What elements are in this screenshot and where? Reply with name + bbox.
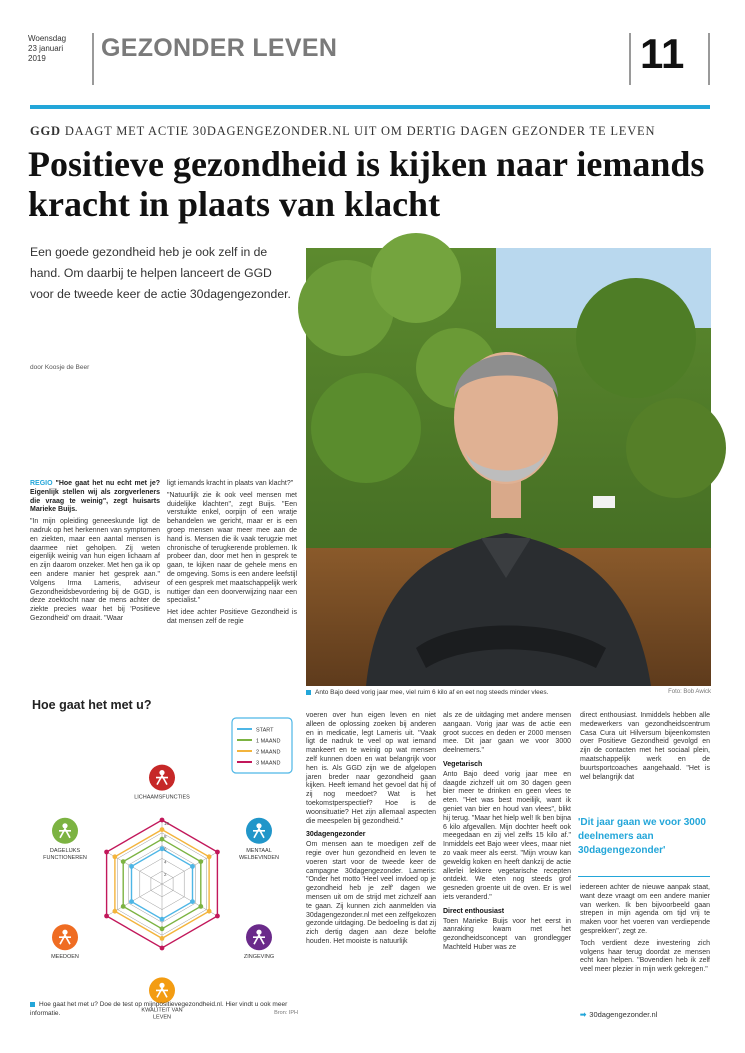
header-divider-left (92, 33, 94, 85)
website-link[interactable] (580, 1010, 657, 1019)
series-point (129, 864, 134, 869)
axis-label: KWALITEIT VAN (141, 1007, 183, 1014)
kicker-source: GGD (30, 124, 61, 138)
header-divider-right (629, 33, 631, 85)
section-title: GEZONDER LEVEN (101, 34, 338, 62)
lead-paragraph: "Hoe gaat het nu echt met je? Eigenlijk stellen wij als zorgverleners die vraag te weinig", zegt huisarts Marieke Buijs. (30, 480, 160, 514)
axis-label: MEEDOEN (51, 954, 79, 961)
header-rule (30, 105, 710, 109)
series-point (104, 850, 109, 855)
legend-label: START (256, 727, 274, 734)
subheading: Vegetarisch (443, 760, 483, 768)
text-column-3 (306, 712, 436, 950)
body-icon (149, 765, 175, 791)
series-point (160, 936, 165, 941)
infographic-footer-text: Hoe gaat het met u? Doe de test op mijnpositievegezondheid.nl. Hier vindt u ook meer informatie. (30, 1001, 288, 1017)
axis-label: LICHAAMSFUNCTIES (134, 794, 190, 801)
paragraph: iedereen achter de nieuwe aanpak staat, want deze vraagt om een andere manier van werken. Ik ben bijvoorbeeld gaan strepen in mijn agenda om tijd vrij te maken voor het voeren van verdiepende gesprekken", zegt ze. (580, 884, 710, 935)
kicker-text: DAAGT MET ACTIE 30DAGENGEZONDER.NL UIT OM DERTIG DAGEN GEZONDER TE LEVEN (64, 124, 656, 138)
photo-caption-row (306, 689, 711, 696)
series-point (190, 899, 195, 904)
byline: door Koosje de Beer (30, 364, 90, 371)
axis-label: WELBEVINDEN (238, 854, 280, 861)
paragraph: Het idee achter Positieve Gezondheid is dat mensen zelf de regie (167, 609, 297, 625)
scale-label: 2 (164, 872, 167, 878)
weekday: Woensdag (28, 34, 67, 43)
series-point (160, 917, 165, 922)
scale-label: 4 (164, 859, 167, 865)
paragraph: ligt iemands kracht in plaats van klacht?" (167, 480, 294, 487)
paragraph: Toch verdient deze investering zich volgens haar terug doordat ze mensen echt kan helpen. "Bovendien heb ik zelf veel meer plezier in mijn werk gekregen." (580, 939, 710, 974)
issue-date (28, 34, 66, 64)
scale-label: 10 (164, 821, 170, 826)
daily-icon (52, 818, 78, 844)
text-column-2 (167, 480, 297, 630)
series-point (129, 899, 134, 904)
paragraph: "In mijn opleiding geneeskunde ligt de nadruk op het herkennen van symptomen en ziekten, maar een aantal mensen is daarmee niet geholpen. Zij weten eigenlijk weinig van hun eigen lichaam af en zijn daarom onzeker. Met hen ga ik op een andere manier het gesprek aan." Volgens Irma Lameris, adviseur Gezondheidsbevordering bij de GGD, is deze zoektocht naar de mens achter de ziekte precies waar het bij 'Positieve Gezondheid' om draait. "Waar (30, 518, 160, 622)
pull-quote-rule (578, 876, 710, 877)
series-point (207, 854, 212, 859)
series-point (215, 850, 220, 855)
series-point (104, 914, 109, 919)
participate-icon (52, 924, 78, 950)
arrow-icon: ➡ (580, 1010, 587, 1019)
kicker (30, 124, 720, 139)
series-point (190, 864, 195, 869)
series-point (112, 854, 117, 859)
page-number: 11 (640, 30, 685, 77)
scale-label: 8 (164, 833, 167, 839)
header-divider-far-right (708, 33, 710, 85)
text-column-1 (30, 480, 160, 627)
person-icon (246, 818, 272, 844)
paragraph: Toen Marieke Buijs voor het eerst in aanraking kwam met het gezondheidsconcept van grondlegger Machteld Huber was ze (443, 917, 571, 951)
region-tag: REGIO (30, 480, 53, 487)
series-point (215, 914, 220, 919)
paragraph: "Natuurlijk zie ik ook veel mensen met duidelijke klachten", zegt Buijs. "Een verstuikte enkel, oorpijn of een wratje behandelen we gericht, maar er is een groep mensen waar meer mee aan de hand is. Mensen die ik vaak terugzie met chronische of terugkerende problemen. Ik probeer dan, door met hen in gesprek te gaan, te kijken naar de gehele mens en de omgeving. Soms is een andere leefstijl of een gesprek met maatschappelijk werk nuttiger dan een doorverwijzing naar een specialist." (167, 491, 297, 605)
date: 23 januari (28, 44, 64, 53)
series-point (121, 904, 126, 909)
pull-quote: 'Dit jaar gaan we voor 3000 deelnemers aan 30dagengezonder' (578, 817, 706, 856)
footer-marker (30, 1002, 35, 1007)
infographic-credit: Bron: IPH (274, 1010, 298, 1016)
subheading: 30dagengezonder (306, 831, 366, 839)
legend-label: 2 MAAND (256, 749, 281, 756)
text-column-5-continued (580, 884, 710, 978)
infographic-title: Hoe gaat het met u? (32, 698, 152, 712)
photo-caption: Anto Bajo deed vorig jaar mee, viel ruim 6 kilo af en eet nog steeds minder vlees. (315, 689, 549, 696)
subheading: Direct enthousiast (443, 907, 505, 915)
year: 2019 (28, 54, 46, 63)
series-point (121, 859, 126, 864)
website-link-label: 30dagengezonder.nl (589, 1010, 658, 1019)
axis-label: DAGELIJKS (49, 847, 81, 854)
series-point (160, 827, 165, 832)
series-point (160, 946, 165, 951)
infographic-footer (30, 1000, 298, 1021)
paragraph: Anto Bajo deed vorig jaar mee en daagde zichzelf uit om 30 dagen geen bier meer te drinken en geen vlees te eten. "Het was best moeilijk, want ik geniet van bier en houd van vlees", blikt hij terug. "Maar het hielp wel! Ik ben bijna 6 kilo afgevallen. Mijn dochter heeft ook meegedaan en zij viel zelfs 15 kilo af." Inmiddels eet Bajo weer vlees, maar niet zo vaak meer als eerst. "Mijn vrouw kan geweldig koken en heeft dankzij de actie allerlei lekkere vegetarische recepten ontdekt. We eten nog steeds grof gesneden groente uit de oven. Er is wel iets veranderd." (443, 770, 571, 901)
intro: Een goede gezondheid heb je ook zelf in de hand. Om daarbij te helpen lanceert de GGD voor de tweede keer de actie 30dagengezonder. (30, 245, 291, 301)
series-point (198, 904, 203, 909)
axis-label: ZINGEVING (243, 954, 275, 961)
article-photo (306, 248, 711, 686)
legend-label: 3 MAAND (256, 760, 281, 767)
series-point (112, 909, 117, 914)
axis-label: FUNCTIONEREN (43, 854, 87, 861)
paragraph: Om mensen aan te moedigen zelf de regie over hun gezondheid en leven te voeren start voor de tweede keer de campagne 30dagengezonder. Lameris: "Onder het motto 'Heel veel invloed op je gezondheid heb je zelf' dagen we mensen uit om de strijd met zichzelf aan te gaan. Zij kunnen zich aanmelden via 30dagengezonder.nl met een zelfgekozen gezonde uitdaging. De bedoeling is dat zij zich dertig dagen aan deze belofte houden. Het mooiste is natuurlijk (306, 841, 436, 945)
scale-label: 6 (164, 846, 167, 852)
legend-label: 1 MAAND (256, 738, 281, 745)
paragraph: voeren over hun eigen leven en niet alleen de oplossing zoeken bij anderen en in medicatie, legt Lameris uit. "Vaak ligt de nadruk te veel op wat iemand mankeert en te weinig op wat mensen zelf kunnen doen en wat belangrijk voor hen is. Als GGD zijn we de afgelopen jaren breder naar gezondheid gaan kijken. Heeft iemand het gevoel dat hij of zij nog meedoet? Wat is het toekomstperspectief? Hoe is de woonsituatie? Het zijn allemaal aspecten die meespelen bij gezondheid." (306, 712, 436, 825)
axis-label: LEVEN (152, 1014, 172, 1021)
series-point (207, 909, 212, 914)
text-column-4 (443, 712, 571, 956)
text-column-5 (580, 712, 710, 785)
photo-credit: Foto: Bob Awick (668, 689, 711, 695)
paragraph: als ze de uitdaging met andere mensen aangaan. Vorig jaar was de actie een groot succes en deden er 2000 mensen mee. Dit jaar gaan we voor 3000 deelnemers." (443, 712, 571, 755)
headline: Positieve gezondheid is kijken naar iemands kracht in plaats van klacht (28, 144, 705, 224)
series-point (160, 926, 165, 931)
paragraph: direct enthousiast. Inmiddels hebben alle medewerkers van gezondheidscentrum Casa Cura uit Hilversum bijeenkomsten over Positieve Gezondheid gevolgd en zijn de contacten met het sociaal plein, maatschappelijk werk en de buurtsportcoaches aangehaald. "Het is wel belangrijk dat (580, 712, 710, 781)
caption-marker (306, 690, 311, 695)
axis-label: MENTAAL (246, 847, 272, 854)
series-point (198, 859, 203, 864)
meaning-icon (246, 924, 272, 950)
